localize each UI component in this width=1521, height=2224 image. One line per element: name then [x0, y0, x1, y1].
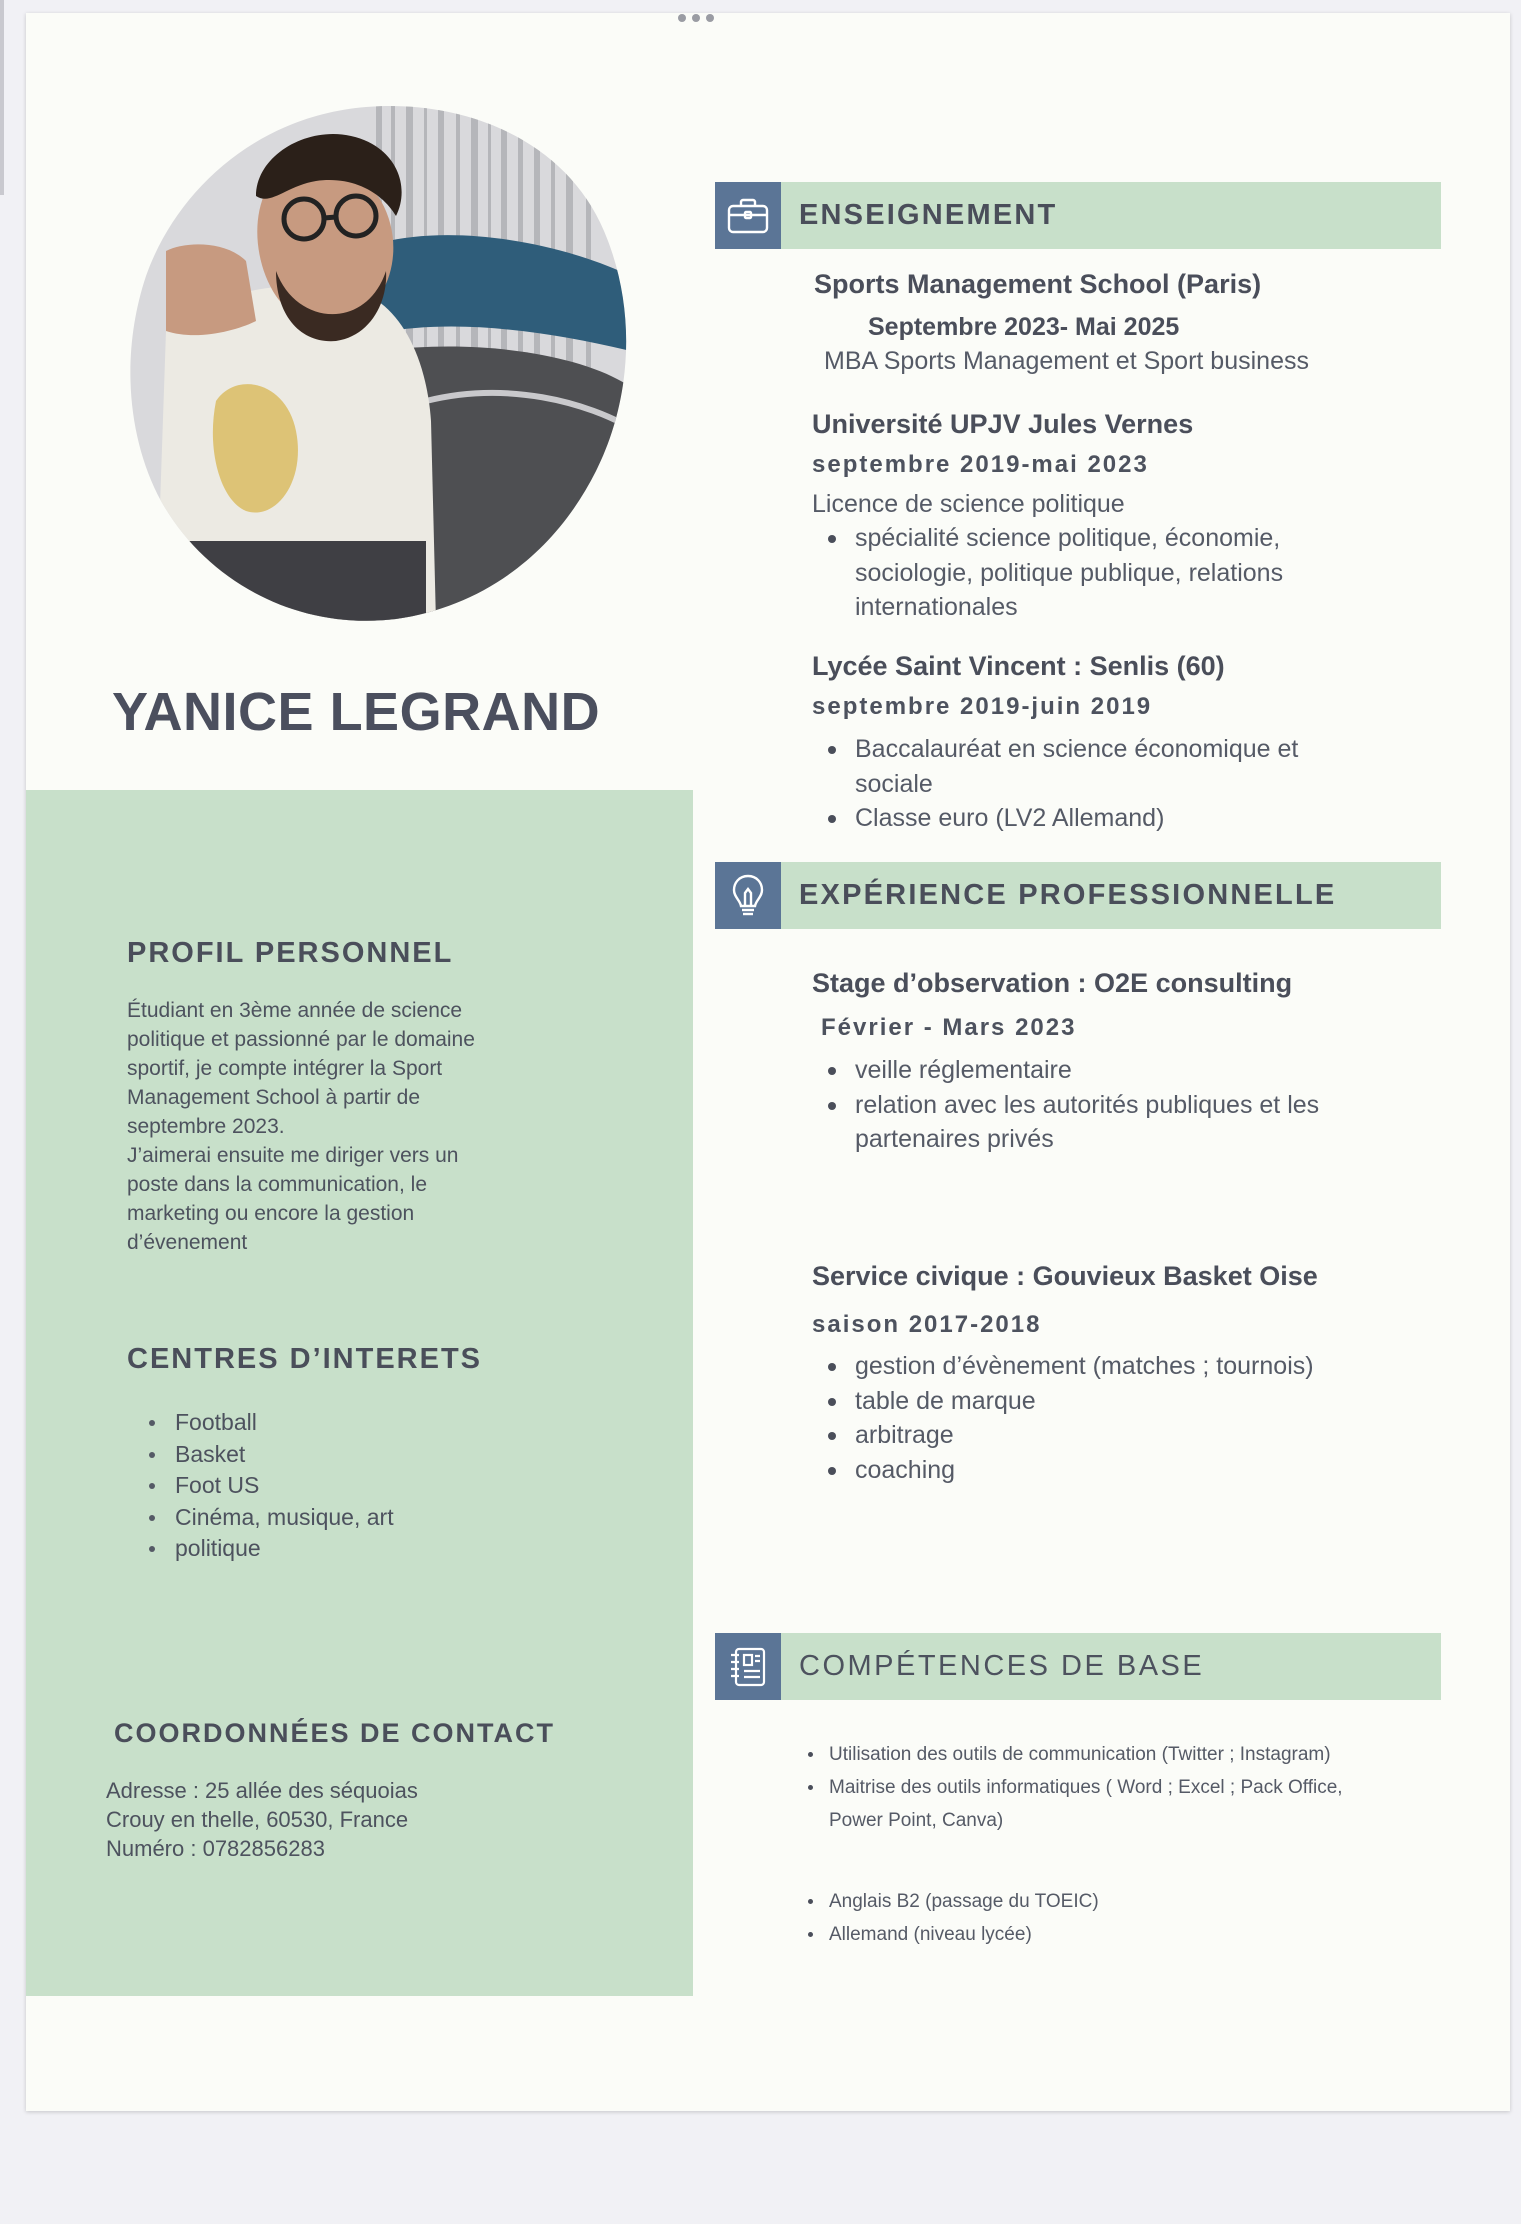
- school-program: Licence de science politique: [812, 490, 1125, 518]
- lightbulb-icon: [715, 862, 781, 929]
- profile-line: sportif, je compte intégrer la Sport: [127, 1057, 443, 1080]
- list-item-line: internationales: [855, 593, 1018, 621]
- skills-heading: COMPÉTENCES DE BASE: [799, 1650, 1205, 1682]
- contact-info: [106, 1776, 418, 1863]
- contact-phone: Numéro : 0782856283: [106, 1836, 325, 1861]
- list-item: Cinéma, musique, art: [137, 1502, 394, 1534]
- job-title: Stage d’observation : O2E consulting: [812, 968, 1293, 998]
- school-name: Lycée Saint Vincent : Senlis (60): [812, 651, 1225, 681]
- sidebar-panel: [26, 790, 693, 1996]
- school-dates: septembre 2019-mai 2023: [812, 451, 1149, 478]
- contact-heading: COORDONNÉES DE CONTACT: [114, 1718, 556, 1748]
- job-dates: saison 2017-2018: [812, 1311, 1042, 1338]
- profile-line: marketing ou encore la gestion: [127, 1202, 415, 1225]
- job-details-list: [812, 1349, 1314, 1487]
- notebook-icon: [715, 1633, 781, 1700]
- list-item: Basket: [137, 1439, 394, 1471]
- list-item: Foot US: [137, 1470, 394, 1502]
- school-details-list: [812, 732, 1298, 836]
- list-item: veille réglementaire: [812, 1053, 1319, 1088]
- experience-header: [715, 862, 1441, 929]
- list-item: [800, 1771, 1343, 1837]
- viewer-left-edge: [0, 0, 4, 195]
- profile-line: Étudiant en 3ème année de science: [127, 999, 463, 1022]
- list-item: Anglais B2 (passage du TOEIC): [800, 1885, 1099, 1918]
- list-item: [812, 1088, 1319, 1157]
- list-item: Utilisation des outils de communication (Twitter ; Instagram): [800, 1738, 1343, 1771]
- profile-line: Management School à partir de: [127, 1086, 421, 1109]
- candidate-name: YANICE LEGRAND: [112, 682, 601, 742]
- list-item: Classe euro (LV2 Allemand): [812, 801, 1298, 836]
- list-item: coaching: [812, 1453, 1314, 1488]
- list-item: [812, 732, 1298, 801]
- list-item-line: Maitrise des outils informatiques ( Word ; Excel ; Pack Office,: [829, 1777, 1343, 1798]
- skills-list: [800, 1738, 1343, 1837]
- job-dates: Février - Mars 2023: [821, 1014, 1077, 1041]
- profile-line: d’évenement: [127, 1231, 248, 1254]
- list-item-line: Baccalauréat en science économique et: [855, 735, 1299, 763]
- skills-list: [800, 1885, 1099, 1951]
- contact-address: Crouy en thelle, 60530, France: [106, 1807, 409, 1832]
- briefcase-icon: [715, 182, 781, 249]
- interests-heading: CENTRES D’INTERETS: [127, 1343, 483, 1375]
- school-program: MBA Sports Management et Sport business: [824, 347, 1309, 375]
- list-item-line: Power Point, Canva): [829, 1810, 1004, 1831]
- profile-line: septembre 2023.: [127, 1115, 285, 1138]
- school-dates: Septembre 2023- Mai 2025: [868, 313, 1180, 341]
- list-item: Allemand (niveau lycée): [800, 1918, 1099, 1951]
- list-item: politique: [137, 1533, 394, 1565]
- list-item: gestion d’évènement (matches ; tournois): [812, 1349, 1314, 1384]
- profile-text: [127, 996, 597, 1257]
- more-options-icon[interactable]: [666, 14, 726, 28]
- list-item: [812, 521, 1283, 625]
- education-header: [715, 182, 1441, 249]
- profile-line: J’aimerai ensuite me diriger vers un: [127, 1144, 459, 1167]
- list-item-line: partenaires privés: [855, 1125, 1054, 1153]
- contact-address: Adresse : 25 allée des séquoias: [106, 1778, 418, 1803]
- profile-line: poste dans la communication, le: [127, 1173, 427, 1196]
- list-item-line: sociologie, politique publique, relations: [855, 558, 1284, 587]
- resume-page: [26, 13, 1510, 2111]
- skills-header: [715, 1633, 1441, 1700]
- list-item-line: relation avec les autorités publiques et les: [855, 1090, 1320, 1119]
- profile-line: politique et passionné par le domaine: [127, 1028, 475, 1051]
- job-details-list: [812, 1053, 1319, 1157]
- list-item: table de marque: [812, 1384, 1314, 1419]
- school-name: Université UPJV Jules Vernes: [812, 409, 1194, 439]
- school-dates: septembre 2019-juin 2019: [812, 693, 1153, 720]
- school-details-list: [812, 521, 1283, 625]
- interests-list: [137, 1407, 394, 1565]
- list-item-line: sociale: [855, 769, 933, 798]
- profile-photo: [126, 101, 636, 623]
- profile-heading: PROFIL PERSONNEL: [127, 937, 454, 969]
- school-name: Sports Management School (Paris): [814, 269, 1262, 299]
- experience-heading: EXPÉRIENCE PROFESSIONNELLE: [799, 879, 1337, 911]
- list-item: Football: [137, 1407, 394, 1439]
- education-heading: ENSEIGNEMENT: [799, 199, 1058, 231]
- job-title: Service civique : Gouvieux Basket Oise: [812, 1261, 1318, 1291]
- list-item-line: spécialité science politique, économie,: [855, 524, 1281, 552]
- list-item: arbitrage: [812, 1418, 1314, 1453]
